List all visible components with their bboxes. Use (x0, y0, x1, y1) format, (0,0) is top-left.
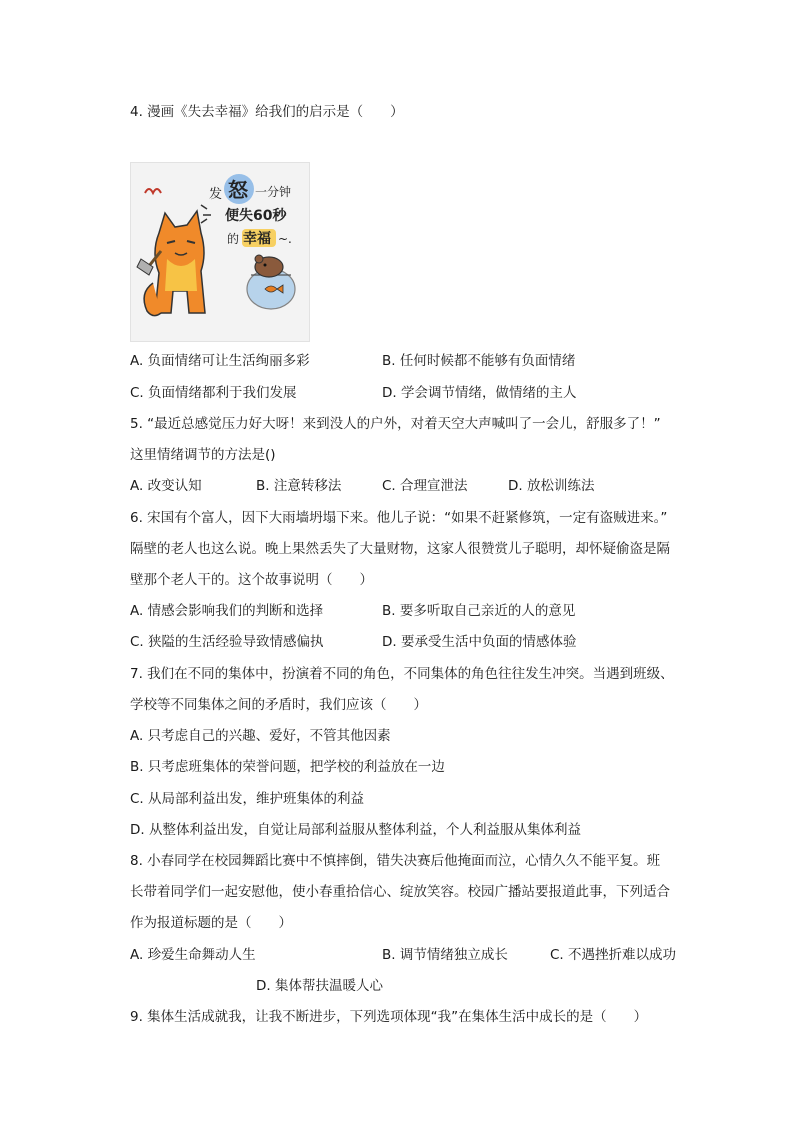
question-8-stem-line1: 8. 小春同学在校园舞蹈比赛中不慎摔倒，错失决赛后他掩面而泣，心情久久不能平复。班 (130, 853, 661, 869)
question-9-stem: 9. 集体生活成就我，让我不断进步，下列选项体现“我”在集体生活中成长的是（ ） (130, 1009, 648, 1025)
q8-option-a: A. 珍爱生命舞动人生 (130, 947, 256, 963)
q4-option-d: D. 学会调节情绪，做情绪的主人 (382, 385, 577, 401)
q5-option-d: D. 放松训练法 (508, 478, 595, 494)
cartoon-text-1: 发 (209, 187, 223, 202)
q5-option-a: A. 改变认知 (130, 478, 202, 494)
question-7-stem-line2: 学校等不同集体之间的矛盾时，我们应该（ ） (130, 697, 427, 713)
q7-option-b: B. 只考虑班集体的荣誉问题，把学校的利益放在一边 (130, 759, 445, 775)
q5-option-c: C. 合理宣泄法 (382, 478, 468, 494)
q4-option-a: A. 负面情绪可让生活绚丽多彩 (130, 353, 310, 369)
q7-option-d: D. 从整体利益出发，自觉让局部利益服从整体利益，个人利益服从集体利益 (130, 822, 581, 838)
q6-option-a: A. 情感会影响我们的判断和选择 (130, 603, 324, 619)
question-8-stem-line3: 作为报道标题的是（ ） (130, 915, 292, 931)
question-6-stem-line3: 壁那个老人干的。这个故事说明（ ） (130, 572, 373, 588)
q8-option-c: C. 不遇挫折难以成功 (550, 947, 677, 963)
q7-option-c: C. 从局部利益出发，维护班集体的利益 (130, 791, 365, 807)
q6-option-c: C. 狭隘的生活经验导致情感偏执 (130, 634, 324, 650)
question-5-stem-line1: 5. “最近总感觉压力好大呀！来到没人的户外，对着天空大声喊叫了一会儿，舒服多了！” (130, 416, 661, 432)
q6-option-d: D. 要承受生活中负面的情感体验 (382, 634, 577, 650)
q7-option-a: A. 只考虑自己的兴趣、爱好，不管其他因素 (130, 728, 391, 744)
cartoon-text-2: 便失60秒 (225, 208, 287, 224)
question-5-stem-line2: 这里情绪调节的方法是() (130, 447, 276, 463)
q4-option-c: C. 负面情绪都利于我们发展 (130, 385, 297, 401)
cartoon-text-tail: ~. (278, 232, 292, 246)
question-6-stem-line1: 6. 宋国有个富人，因下大雨墙坍塌下来。他儿子说：“如果不赶紧修筑，一定有盗贼进来。” (130, 510, 668, 526)
cartoon-text-happy: 幸福 (243, 231, 271, 247)
question-8-stem-line2: 长带着同学们一起安慰他，使小春重拾信心、绽放笑容。校园广播站要报道此事，下列适合 (130, 884, 670, 900)
cartoon-text-rest: 一分钟 (255, 185, 292, 199)
angry-cat-icon (137, 211, 205, 316)
q8-option-b: B. 调节情绪独立成长 (382, 947, 508, 963)
cartoon-image (130, 162, 310, 342)
cartoon-text-big: 怒 (228, 178, 248, 202)
q8-option-d: D. 集体帮扶温暖人心 (256, 978, 383, 994)
question-6-stem-line2: 隔壁的老人也这么说。晚上果然丢失了大量财物，这家人很赞赏儿子聪明，却怀疑偷盗是隔 (130, 541, 670, 557)
cartoon-text-3: 的 (227, 232, 240, 246)
q5-option-b: B. 注意转移法 (256, 478, 342, 494)
q6-option-b: B. 要多听取自己亲近的人的意见 (382, 603, 576, 619)
question-7-stem-line1: 7. 我们在不同的集体中，扮演着不同的角色，不同集体的角色往往发生冲突。当遇到班级、 (130, 666, 674, 682)
question-4-stem: 4. 漫画《失去幸福》给我们的启示是（ ） (130, 104, 404, 120)
q4-option-b: B. 任何时候都不能够有负面情绪 (382, 353, 576, 369)
fishbowl-icon (247, 255, 295, 309)
